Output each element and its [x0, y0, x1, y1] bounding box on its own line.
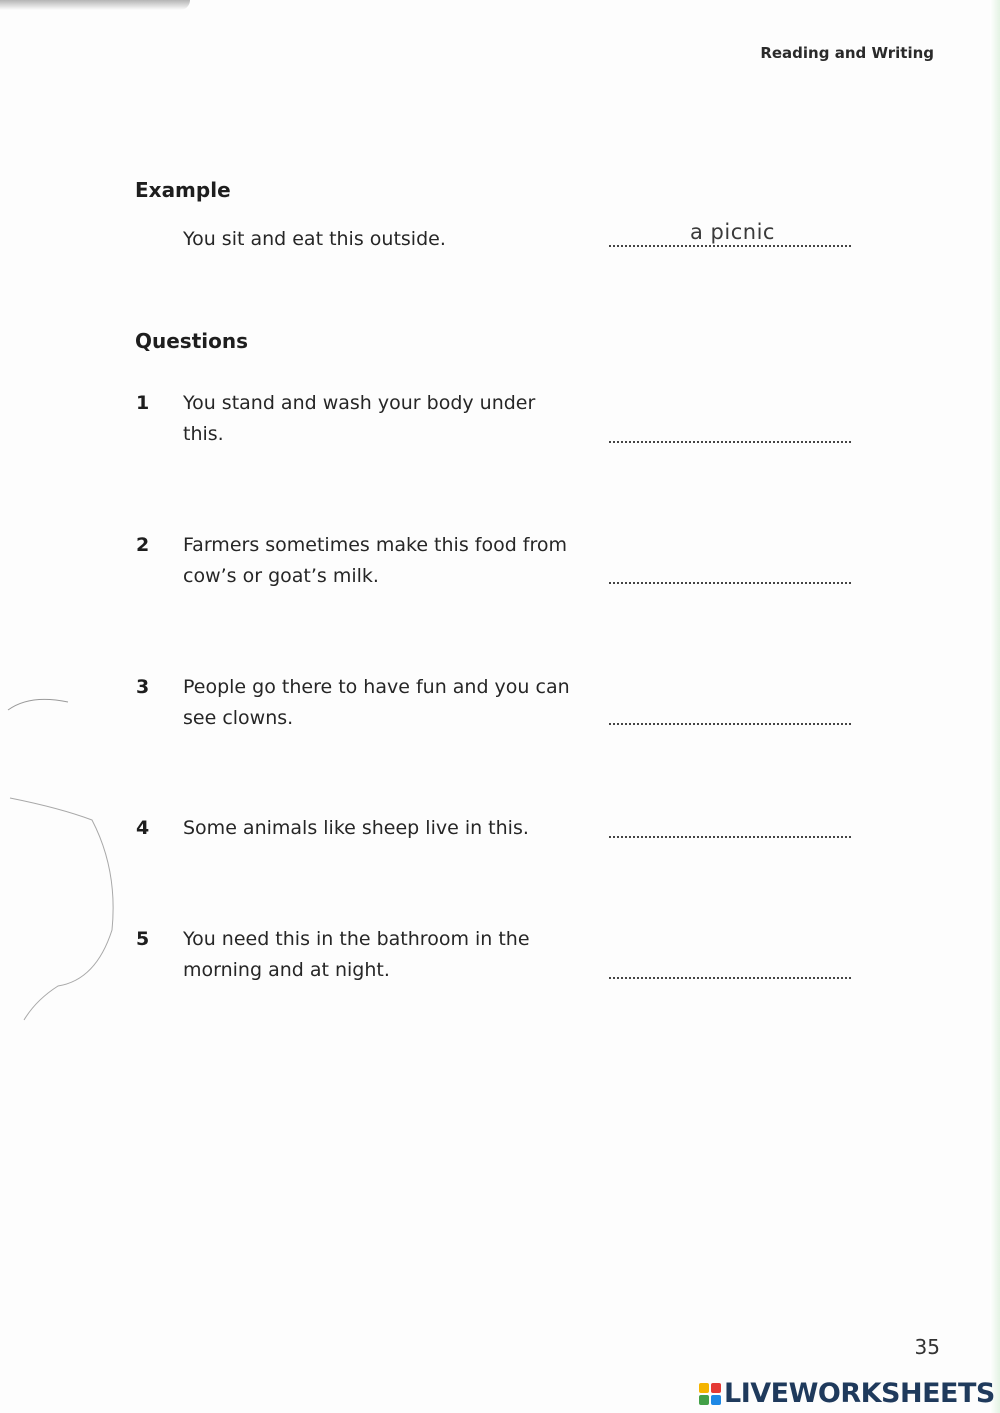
question-number: 4 — [136, 817, 150, 839]
example-answer-line — [609, 243, 851, 247]
scan-smudge — [0, 0, 190, 10]
liveworksheets-logo — [699, 1378, 995, 1409]
page-edge-tint — [990, 0, 1000, 1413]
question-text — [183, 924, 583, 986]
question-number: 5 — [136, 928, 150, 950]
questions-heading: Questions — [135, 329, 249, 353]
question-number: 3 — [136, 676, 150, 698]
question-line: You stand and wash your body under — [183, 392, 536, 414]
question-line: morning and at night. — [183, 959, 390, 981]
example-answer: a picnic — [690, 220, 775, 244]
answer-line-4[interactable] — [609, 834, 851, 838]
example-heading: Example — [135, 178, 231, 202]
liveworksheets-icon — [699, 1383, 721, 1405]
page-number: 35 — [914, 1335, 940, 1359]
question-line: see clowns. — [183, 707, 294, 729]
question-text — [183, 530, 583, 592]
question-text — [183, 813, 583, 844]
question-text — [183, 388, 583, 450]
question-text — [183, 672, 583, 734]
question-number: 2 — [136, 534, 150, 556]
example-text: You sit and eat this outside. — [183, 228, 446, 250]
brand-name: LIVEWORKSHEETS — [724, 1378, 995, 1409]
answer-line-2[interactable] — [609, 580, 851, 584]
answer-line-1[interactable] — [609, 439, 851, 443]
question-line: People go there to have fun and you can — [183, 676, 570, 698]
question-line: Some animals like sheep live in this. — [183, 817, 529, 839]
question-number: 1 — [136, 392, 150, 414]
question-line: cow’s or goat’s milk. — [183, 565, 379, 587]
answer-line-5[interactable] — [609, 975, 851, 979]
question-line: this. — [183, 423, 224, 445]
answer-line-3[interactable] — [609, 721, 851, 725]
section-header: Reading and Writing — [760, 44, 934, 62]
question-line: Farmers sometimes make this food from — [183, 534, 568, 556]
question-line: You need this in the bathroom in the — [183, 928, 530, 950]
pencil-scribble — [0, 680, 130, 1040]
